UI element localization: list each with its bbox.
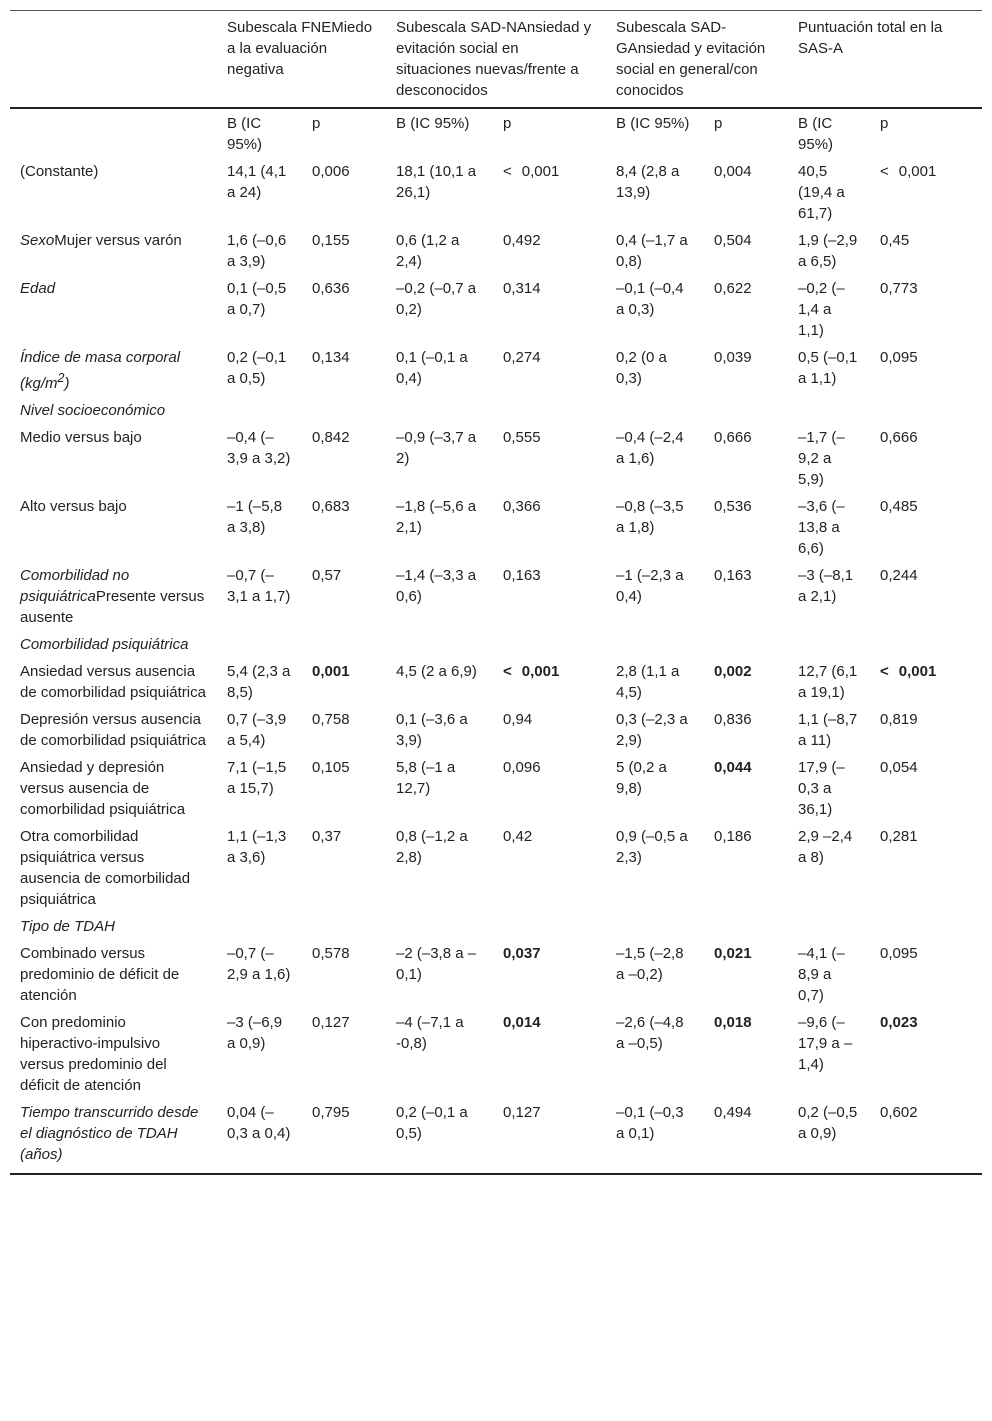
header-fne: Subescala FNEMiedo a la evaluación negativa (217, 11, 386, 109)
cell-p: 0,281 (880, 828, 918, 845)
row-label: (Constante) (20, 163, 99, 180)
cell-p: 0,127 (312, 1014, 350, 1031)
table-row (10, 705, 982, 753)
subheader-p: p (312, 115, 321, 132)
section-row (10, 630, 982, 657)
cell-b: 0,7 (–3,9 a 5,4) (227, 711, 287, 749)
header-row (10, 11, 982, 109)
cell-p: 0,45 (880, 232, 910, 249)
cell-b: 0,2 (0 a 0,3) (616, 349, 667, 387)
row-label: Ansiedad versus ausencia de comorbilidad psiquiátrica (20, 663, 206, 701)
cell-p: 0,42 (503, 828, 533, 845)
cell-b: –9,6 (–17,9 a –1,4) (798, 1014, 853, 1073)
cell-p: 0,683 (312, 498, 350, 515)
cell-p: 0,536 (714, 498, 752, 515)
cell-b: –0,4 (–2,4 a 1,6) (616, 429, 684, 467)
row-label (10, 226, 217, 274)
row-label-italic: Comorbilidad no psiquiátrica (20, 567, 130, 605)
cell-p: 0,163 (714, 567, 752, 584)
cell-b: –0,4 (–3,9 a 3,2) (227, 429, 291, 467)
cell-b: –0,8 (–3,5 a 1,8) (616, 498, 684, 536)
p-value: 0,001 (898, 663, 937, 680)
table-row (10, 822, 982, 912)
cell-p: 0,014 (503, 1014, 541, 1031)
cell-p: 0,044 (714, 759, 752, 776)
cell-b: –0,7 (–2,9 a 1,6) (227, 945, 291, 983)
cell-b: 0,2 (–0,1 a 0,5) (227, 349, 287, 387)
subheader-b: B (IC 95%) (798, 115, 834, 153)
cell-p: 0,127 (493, 1098, 606, 1174)
cell-p: 0,006 (312, 163, 350, 180)
cell-p (870, 657, 982, 705)
cell-b: 5,8 (–1 a 12,7) (396, 759, 456, 797)
cell-p: 0,002 (714, 663, 752, 680)
section-title: Comorbilidad psiquiátrica (20, 636, 189, 653)
cell-p: 0,773 (880, 280, 918, 297)
row-label: Depresión versus ausencia de comorbilidad psiquiátrica (20, 711, 206, 749)
cell-b: –1,8 (–5,6 a 2,1) (396, 498, 477, 536)
header-total: Puntuación total en la SAS-A (788, 11, 982, 109)
cell-p (493, 657, 606, 705)
less-than-sign: < (503, 163, 512, 180)
cell-p: 0,021 (714, 945, 752, 962)
header-sad-n: Subescala SAD-NAnsiedad y evitación social en situaciones nuevas/frente a desconocidos (386, 11, 606, 109)
cell-b: 1,1 (–1,3 a 3,6) (227, 828, 287, 866)
less-than-sign: < (503, 663, 512, 680)
less-than-sign: < (880, 663, 889, 680)
cell-p: 0,054 (880, 759, 918, 776)
table-row (10, 492, 982, 561)
subheader-p: p (503, 115, 512, 132)
cell-b: 0,8 (–1,2 a 2,8) (396, 828, 468, 866)
subheader-row (10, 108, 982, 157)
cell-p: 0,37 (312, 828, 342, 845)
cell-p: 0,366 (503, 498, 541, 515)
table-row (10, 343, 982, 396)
cell-p: 0,023 (880, 1014, 918, 1031)
cell-b: 0,6 (1,2 a 2,4) (396, 232, 460, 270)
cell-b: –0,1 (–0,4 a 0,3) (616, 280, 684, 318)
cell-p: 0,163 (503, 567, 541, 584)
subheader-p: p (880, 115, 889, 132)
cell-b: 0,3 (–2,3 a 2,9) (616, 711, 688, 749)
cell-p: 0,314 (503, 280, 541, 297)
row-label-text: Presente versus ausente (20, 588, 205, 626)
subheader-b: B (IC 95%) (227, 115, 263, 153)
cell-p: 0,186 (714, 828, 752, 845)
cell-b: –0,2 (–1,4 a 1,1) (798, 280, 845, 339)
row-label: Tiempo transcurrido desde el diagnóstico de TDAH (años) (10, 1098, 217, 1174)
cell-p: 0,94 (503, 711, 533, 728)
cell-p: 0,555 (503, 429, 541, 446)
row-label (10, 343, 217, 396)
header-sad-g: Subescala SAD-GAnsiedad y evitación social en general/con conocidos (606, 11, 788, 109)
subheader-p: p (714, 115, 723, 132)
table-row (10, 157, 982, 226)
cell-p: 0,492 (503, 232, 541, 249)
cell-b: 5,4 (2,3 a 8,5) (227, 663, 291, 701)
cell-b: 1,9 (–2,9 a 6,5) (798, 232, 858, 270)
cell-p: 0,485 (880, 498, 918, 515)
section-title: Nivel socioeconómico (20, 402, 166, 419)
cell-p: 0,494 (704, 1098, 788, 1174)
cell-b: 0,1 (–3,6 a 3,9) (396, 711, 468, 749)
cell-p: 0,274 (503, 349, 541, 366)
row-label (10, 561, 217, 630)
superscript: 2 (57, 371, 65, 385)
table-row (10, 423, 982, 492)
cell-p: 0,622 (714, 280, 752, 297)
cell-b: –0,9 (–3,7 a 2) (396, 429, 477, 467)
cell-b: –1,4 (–3,3 a 0,6) (396, 567, 477, 605)
cell-b: 14,1 (4,1 a 24) (227, 163, 287, 201)
regression-table-container (10, 10, 982, 1175)
cell-b: –2,6 (–4,8 a –0,5) (616, 1014, 684, 1052)
cell-p: 0,037 (503, 945, 541, 962)
cell-b: 0,2 (–0,1 a 0,5) (386, 1098, 493, 1174)
cell-p: 0,504 (714, 232, 752, 249)
regression-table (10, 10, 982, 1175)
cell-b: 0,5 (–0,1 a 1,1) (798, 349, 858, 387)
cell-b: –2 (–3,8 a –0,1) (396, 945, 477, 983)
cell-p: 0,039 (714, 349, 752, 366)
cell-b: –1,5 (–2,8 a –0,2) (616, 945, 684, 983)
cell-b: 2,9 –2,4 a 8) (798, 828, 853, 866)
table-row (10, 274, 982, 343)
cell-p: 0,155 (312, 232, 350, 249)
cell-p: 0,105 (312, 759, 350, 776)
table-row (10, 561, 982, 630)
section-row (10, 396, 982, 423)
table-row (10, 939, 982, 1008)
table-row (10, 1098, 982, 1174)
header-empty (10, 11, 217, 109)
cell-b: 0,1 (–0,5 a 0,7) (227, 280, 287, 318)
cell-b: 1,6 (–0,6 a 3,9) (227, 232, 287, 270)
cell-p: 0,836 (714, 711, 752, 728)
cell-b: –0,2 (–0,7 a 0,2) (396, 280, 477, 318)
cell-b: 0,1 (–0,1 a 0,4) (396, 349, 468, 387)
cell-b: 0,04 (–0,3 a 0,4) (217, 1098, 302, 1174)
subheader-b: B (IC 95%) (616, 115, 690, 132)
cell-b: 0,9 (–0,5 a 2,3) (616, 828, 688, 866)
p-value: 0,001 (898, 163, 937, 180)
cell-b: –3 (–8,1 a 2,1) (798, 567, 854, 605)
cell-b: –0,7 (–3,1 a 1,7) (227, 567, 291, 605)
cell-b: 2,8 (1,1 a 4,5) (616, 663, 680, 701)
cell-p (870, 157, 982, 226)
cell-b: 40,5 (19,4 a 61,7) (798, 163, 845, 222)
cell-p: 0,758 (312, 711, 350, 728)
row-label-text: Mujer versus varón (54, 232, 182, 249)
cell-p: 0,795 (302, 1098, 386, 1174)
cell-b: –0,1 (–0,3 a 0,1) (606, 1098, 704, 1174)
cell-p: 0,018 (714, 1014, 752, 1031)
cell-b: –1 (–5,8 a 3,8) (227, 498, 283, 536)
cell-b: 4,5 (2 a 6,9) (396, 663, 477, 680)
table-row (10, 226, 982, 274)
cell-b: –3 (–6,9 a 0,9) (227, 1014, 283, 1052)
row-label: Alto versus bajo (20, 498, 127, 515)
subheader-empty (10, 108, 217, 157)
cell-b: 12,7 (6,1 a 19,1) (798, 663, 858, 701)
cell-b: 7,1 (–1,5 a 15,7) (227, 759, 287, 797)
row-label: Edad (20, 280, 56, 297)
cell-p: 0,636 (312, 280, 350, 297)
row-label: Con predominio hiperactivo-impulsivo versus predominio del déficit de atención (20, 1014, 167, 1094)
cell-p: 0,095 (880, 945, 918, 962)
cell-b: 8,4 (2,8 a 13,9) (616, 163, 680, 201)
row-label: Otra comorbilidad psiquiátrica versus ausencia de comorbilidad psiquiátrica (20, 828, 191, 908)
row-label: Medio versus bajo (20, 429, 142, 446)
table-row (10, 1008, 982, 1098)
cell-b: –1 (–2,3 a 0,4) (616, 567, 684, 605)
cell-b: –1,7 (–9,2 a 5,9) (798, 429, 845, 488)
section-row (10, 912, 982, 939)
table-row (10, 753, 982, 822)
cell-p: 0,096 (503, 759, 541, 776)
row-label-end: ) (64, 375, 70, 392)
cell-b: –4 (–7,1 a -0,8) (396, 1014, 464, 1052)
cell-b: 17,9 (–0,3 a 36,1) (798, 759, 845, 818)
cell-b: 5 (0,2 a 9,8) (616, 759, 667, 797)
cell-p: 0,244 (880, 567, 918, 584)
cell-b: –4,1 (–8,9 a 0,7) (798, 945, 845, 1004)
cell-p: 0,819 (880, 711, 918, 728)
p-value: 0,001 (521, 663, 560, 680)
cell-p: 0,602 (870, 1098, 982, 1174)
row-label: Ansiedad y depresión versus ausencia de comorbilidad psiquiátrica (20, 759, 186, 818)
cell-b: –3,6 (–13,8 a 6,6) (798, 498, 845, 557)
cell-p (493, 157, 606, 226)
row-label-italic: Sexo (20, 232, 55, 249)
cell-p: 0,57 (312, 567, 342, 584)
cell-b: 1,1 (–8,7 a 11) (798, 711, 858, 749)
cell-p: 0,095 (880, 349, 918, 366)
section-title: Tipo de TDAH (20, 918, 115, 935)
cell-p: 0,666 (880, 429, 918, 446)
cell-p: 0,578 (312, 945, 350, 962)
cell-p: 0,004 (714, 163, 752, 180)
table-row (10, 657, 982, 705)
cell-b: 0,4 (–1,7 a 0,8) (616, 232, 688, 270)
cell-p: 0,134 (312, 349, 350, 366)
subheader-b: B (IC 95%) (396, 115, 470, 132)
cell-p: 0,842 (312, 429, 350, 446)
less-than-sign: < (880, 163, 889, 180)
p-value: 0,001 (521, 163, 560, 180)
cell-b: 18,1 (10,1 a 26,1) (396, 163, 477, 201)
row-label: Combinado versus predominio de déficit de atención (20, 945, 180, 1004)
cell-p: 0,666 (714, 429, 752, 446)
cell-b: 0,2 (–0,5 a 0,9) (788, 1098, 870, 1174)
cell-p: 0,001 (312, 663, 350, 680)
row-label-text: Índice de masa corporal (kg/m (20, 349, 181, 392)
